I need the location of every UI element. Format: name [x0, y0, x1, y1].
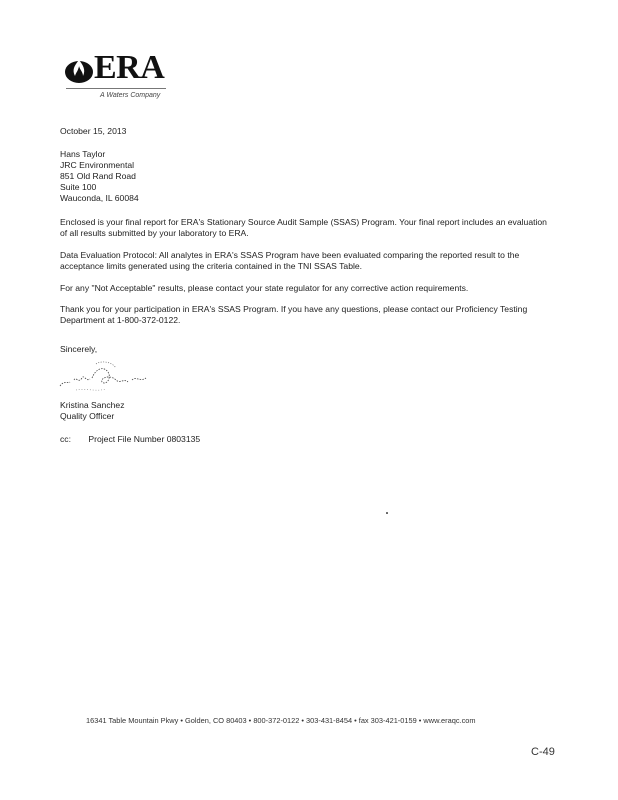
recipient-name: Hans Taylor: [60, 149, 106, 159]
signer-name: Kristina Sanchez: [60, 400, 125, 410]
era-logo: [64, 50, 174, 100]
signer-block: [60, 400, 125, 422]
handwritten-signature: [56, 358, 156, 396]
paragraph-thanks: Thank you for your participation in ERA's SSAS Program. If you have any questions, please contact our Proficiency Testing Department at 1-800-372-0122.: [60, 304, 528, 325]
paragraph-protocol: Data Evaluation Protocol: All analytes in ERA's SSAS Program have been evaluated comparing the reported result to the acceptance limits generated using the criteria contained in the TNI SSAS Table.: [60, 250, 520, 271]
signer-title: Quality Officer: [60, 411, 115, 421]
recipient-address: [60, 149, 139, 204]
cc-label: cc:: [60, 434, 71, 444]
era-flame-logo-icon: [64, 54, 94, 84]
recipient-company: JRC Environmental: [60, 160, 135, 170]
paragraph-not-acceptable: For any "Not Acceptable" results, please contact your state regulator for any corrective action requirements.: [60, 283, 469, 293]
scan-speck: [386, 512, 388, 514]
page-number: C-49: [531, 746, 555, 758]
cc-project-file: Project File Number 0803135: [88, 434, 201, 444]
letter-closing: Sincerely,: [60, 344, 98, 354]
logo-brand-text: ERA: [94, 49, 165, 86]
paragraph-report: Enclosed is your final report for ERA's Stationary Source Audit Sample (SSAS) Program. Your final report includes an evaluation of all results submitted by your laboratory to ERA.: [60, 217, 547, 238]
recipient-street: 851 Old Rand Road: [60, 171, 136, 181]
logo-tagline: A Waters Company: [100, 92, 161, 99]
letter-date: October 15, 2013: [60, 126, 127, 136]
cc-line: [60, 434, 200, 445]
recipient-city: Wauconda, IL 60084: [60, 193, 139, 203]
recipient-suite: Suite 100: [60, 182, 97, 192]
company-footer: 16341 Table Mountain Pkwy • Golden, CO 80403 • 800-372-0122 • 303-431-8454 • fax 303-421-0159 • www.eraqc.com: [86, 716, 476, 725]
logo-divider: [66, 88, 166, 89]
